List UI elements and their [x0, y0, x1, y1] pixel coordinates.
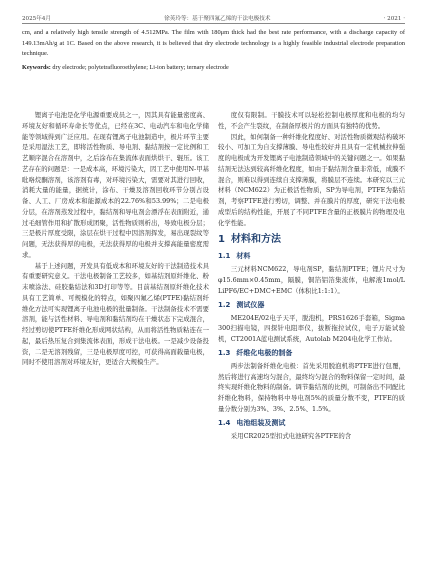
section-number: 1 — [218, 234, 225, 246]
header-title: 徐英玲等：基于聚四氟乙烯的干法电极技术 — [164, 16, 271, 22]
left-column — [22, 110, 209, 368]
header-page-number: · 2021 · — [383, 16, 405, 22]
subsection-heading — [218, 418, 405, 429]
subsection-number: 1.1 — [218, 252, 231, 261]
subsection-number: 1.2 — [218, 300, 231, 309]
subsection-number: 1.4 — [218, 418, 231, 427]
section-heading — [218, 233, 405, 247]
subsection-title: 测试仪器 — [236, 300, 265, 309]
body-paragraph: ME204E/02电子天平，脱泡机，PRS1626手套箱，Sigma 300扫描电镜，四探针电阻率仪，拔断拖拉试仪，电子万能试验机，CT2001A蓝电测试系统，Autolab M204电化学工作站。 — [218, 313, 405, 343]
subsection-heading — [218, 348, 405, 359]
subsection-heading — [218, 300, 405, 311]
body-paragraph: 锂离子电池是化学电源重要成员之一，因其具有能量密度高、环境友好和循环寿命长等优点，已经在3C、电动汽车和电化学储能等领域得到广泛应用。在现有锂离子电池制造中，极片环节主要是采用湿法工艺，即将活性物质、导电剂、黏结剂按一定比例和工艺顺序混合在溶剂中，之后涂布在集流体表面烘烘干、辊压。该工艺存在的问题是：一是成本高，环境污染大，因工艺中使用N-甲基吡咯烷酮溶剂，该溶剂有毒，对环境污染大，需要对其进行回收，消耗大量的能量，据统计，涂布、干燥及溶剂回收环节分别占设备、人工、厂房成本和能源成本的22.76%和53.99%；二是电极分层，在溶剂蒸发过程中，黏结剂和导电剂会漂浮在表面附近，通过毛细管作用和扩散形成团聚，活性物质则析出，导致电极分层；三是极片厚度受限，涂层在烘干过程中因溶剂挥发，易出现裂纹等问题，无法获得厚的电极，无法获得厚的电极并支撑高能量密度需求。 — [22, 111, 209, 259]
subsection-title: 材料 — [236, 252, 251, 261]
subsection-heading — [218, 251, 405, 262]
header-divider — [22, 23, 405, 24]
section-title: 材料和方法 — [230, 234, 281, 246]
body-paragraph: 度仅有限制。干膜技术可以轻松控制电极厚度和电极的均匀性，不会产生裂纹，在制备厚极片的方面具有独特的优势。 — [218, 111, 405, 130]
body-paragraph: 三元材料NCM622，导电剂SP，黏结剂PTFE；锂片尺寸为φ15.6mm×0.45mm，隔膜，铜箔铝箔集流体，电解液1mol/L LiPF6/EC+DMC+EMC（体积比1:1:1）。 — [218, 265, 405, 295]
keywords-values: dry electrode; polytetrafluoroethylene; Li-ion battery; ternary electrode — [52, 63, 229, 71]
keywords-label: Keywords: — [22, 63, 51, 71]
keywords-line — [22, 63, 405, 74]
right-column — [218, 110, 405, 441]
body-paragraph: 采用CR2025型扣式电池研究各PTFE的含 — [230, 431, 352, 440]
body-paragraph: 两步法制备纤维化电极：首先采用脱泡机将PTFE进行包覆，然后将进行高速均匀混合，最终均匀混合的物料保留一定时间，最终实现纤维化物料的制备。调节黏结剂的比例，可制备出不同配比纤维化物料，保持物料中导电剂5%的质量分数不变，PTFE的质量分数分别为3%、3%、2.5%、1.5%。 — [218, 361, 405, 413]
subsection-title: 电池组装及测试 — [236, 418, 286, 427]
abstract-text: cm, and a relatively high tensile strength of 4.512MPa. The film with 180μm thick had the best rate performance, with a discharge capacity of 149.13mAh/g at 1C. Based on the above research, it is believed that dry electrode technology is a highly feasible industrial electrode preparation technique. — [22, 29, 405, 58]
body-paragraph: 因此，如何制备一种纤维化程度好、对活性物质微观结构破坏较小、可加工为自支撑薄膜、导电性较好并且具有一定机械拉伸强度的电极成为开发锂离子电池制造领域中的关键问题之一。如果黏结剂无法达到较高纤维化程度，如由于黏结剂含量非常低，成膜不混合，则难以得到连续自支撑薄膜，将膜层不连续。本研究以三元材料（NCM622）为正极活性物质，SP为导电剂，PTFE为黏结剂，考察PTFE进行剪切，调整、并在膜片的厚度，研究干法电极成型后的结构性能，开展了不同PTFE含量的正极膜片的物理及电化学性能。 — [218, 132, 405, 227]
body-paragraph: 基于上述问题，开发具有低成本和环境友好的干法制造技术具有重要研究意义。干法电极制备工艺较多，如基结剂原纤维化、粉末喷涂法、硅胶黏結法和3D打印等等。目前基结剂原纤维化技术具有工艺简单、可规模化的特点，如聚四氟乙烯(PTFE)黏结剂纤维化方法可实现锂离子电池电极的批量制备。干法制备技术不需要溶剂，能与活性材料、导电剂和黏结剂均在干燥状态下完成混合，经过剪切使PTFE纤维化形成网状结构，从而将活性物质粘连在一起，最后热压复合到集流体表面，形成干法电极。一是减少设备投资，二是无溶剂残留，三是电极厚度可控，可获得高面载量电极，同时不使用溶剂对环境友好，更适合大规模生产。 — [22, 261, 209, 367]
subsection-number: 1.3 — [218, 348, 231, 357]
english-abstract — [22, 28, 405, 76]
running-header — [22, 10, 405, 22]
header-date: 2025年4月 — [22, 16, 51, 22]
subsection-title: 纤维化电极的制备 — [236, 348, 293, 357]
